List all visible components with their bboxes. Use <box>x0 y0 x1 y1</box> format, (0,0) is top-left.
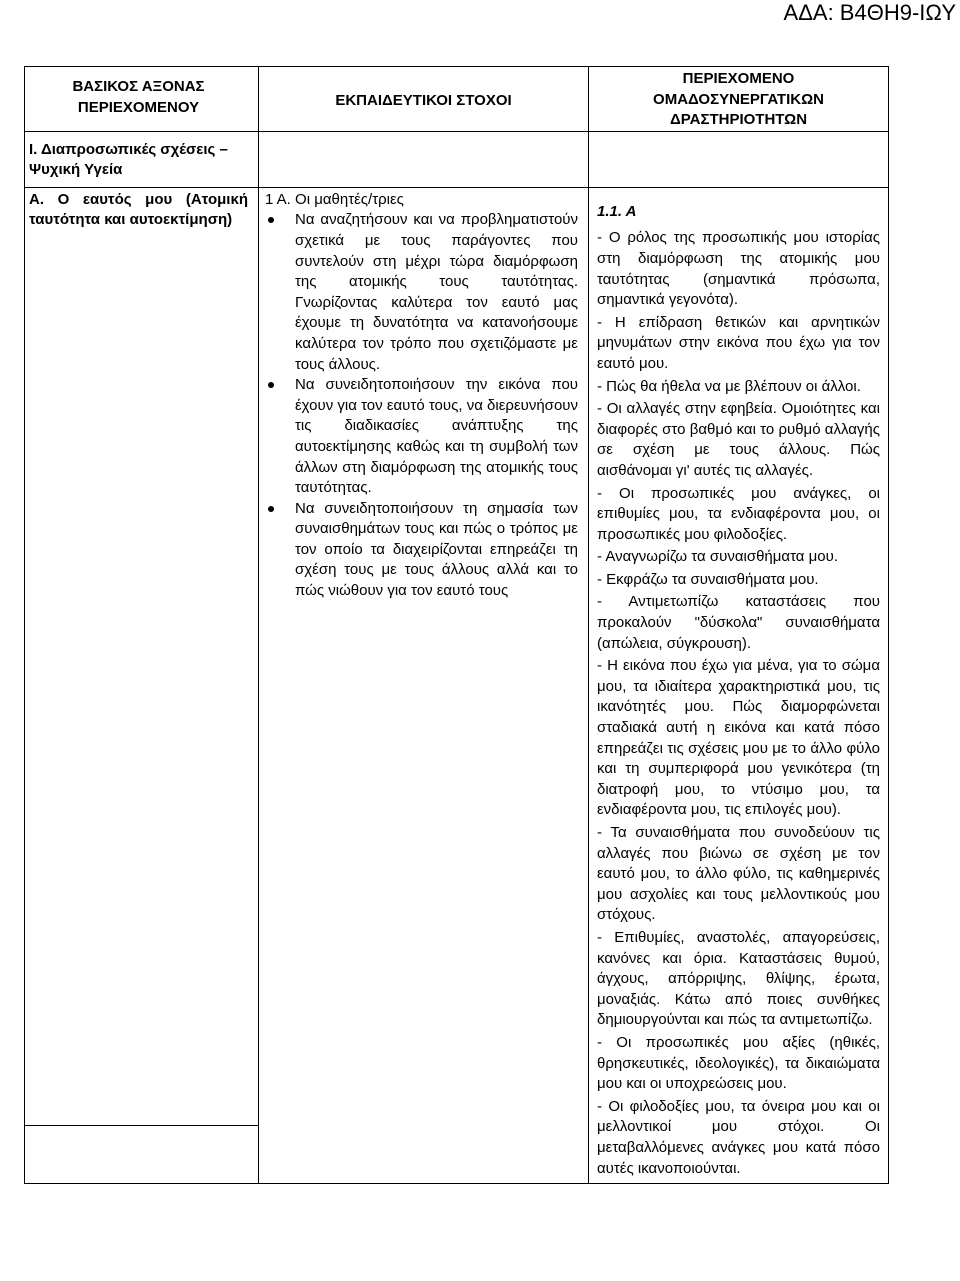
bullet-icon <box>268 217 274 223</box>
section-row <box>25 131 889 187</box>
list-item: Να αναζητήσουν και να προβληματιστούν σχετικά με τους παράγοντες που συντελούν στη μέχρι τώρα διαμόρφωση της ατομικής τους ταυτότητας. Γνωρίζοντας καλύτερα τον εαυτό μας έχουμε τη δυνατότητα να κατανοήσουμε καλύτερα τον τρόπο που σχετιζόμαστε με τους άλλους. <box>265 210 578 375</box>
content-cell <box>589 187 889 1183</box>
list-item: Να συνειδητοποιήσουν τη σημασία των συναισθημάτων τους και πώς ο τρόπος με τον οποίο τα διαχειρίζονται επηρεάζει τη σχέση τους με τους άλλους αλλά και το πώς νιώθουν για τον εαυτό τους <box>265 499 578 602</box>
header-row <box>25 67 889 132</box>
subsection-title: Α. Ο εαυτός μου (Ατομική ταυτότητα και αυτοεκτίμηση) <box>25 187 259 1125</box>
subsection-row <box>25 187 889 1125</box>
curriculum-table <box>24 66 889 1184</box>
content-list <box>597 228 880 1179</box>
list-item: - Επιθυμίες, αναστολές, απαγορεύσεις, κανόνες και όρια. Καταστάσεις θυμού, άγχους, απόρριψης, θλίψης, έρωτα, μοναξιάς. Κάτω από ποιες συνθήκες δημιουργούνται και πώς τα αντιμετωπίζω. <box>597 928 880 1029</box>
list-item: - Οι προσωπικές μου αξίες (ηθικές, θρησκευτικές, ιδεολογικές), τα δικαιώματα μου και οι υποχρεώσεις μου. <box>597 1033 880 1093</box>
objectives-heading: 1 Α. Οι μαθητές/τριες <box>265 190 404 208</box>
list-item: - Τα συναισθήματα που συνοδεύουν τις αλλαγές που βιώνω σε σχέση με τον εαυτό μου, το άλλο φύλο, τις καθημερινές μου ασχολίες και τους μελλοντικούς μου στόχους. <box>597 824 880 924</box>
list-item: - Πώς θα ήθελα να με βλέπουν οι άλλοι. <box>597 377 861 395</box>
objectives-cell <box>259 187 589 1183</box>
content-code: 1.1. Α <box>597 202 637 220</box>
empty-cell <box>25 1125 259 1183</box>
list-item: - Οι αλλαγές στην εφηβεία. Ομοιότητες και διαφορές στο βαθμό και το ρυθμό αλλαγής σε σχέση με τους άλλους. Πώς αισθάνομαι γι' αυτές τις αλλαγές. <box>597 400 880 479</box>
list-item: - Αναγνωρίζω τα συναισθήματα μου. <box>597 548 838 566</box>
header-activities-content: ΠΕΡΙΕΧΟΜΕΝΟ ΟΜΑΔΟΣΥΝΕΡΓΑΤΙΚΩΝ ΔΡΑΣΤΗΡΙΟΤΗΤΩΝ <box>589 67 889 132</box>
list-item: - Αντιμετωπίζω καταστάσεις που προκαλούν "δύσκολα" συναισθήματα (απώλεια, σύγκρουση). <box>597 593 880 652</box>
list-item: Να συνειδητοποιήσουν την εικόνα που έχουν για τον εαυτό τους, να διερευνήσουν τις διαδικασίες ανάπτυξης της αυτοεκτίμησης καθώς και τη συμβολή των άλλων στη διαμόρφωση της ατομικής τους ταυτότητας. <box>265 375 578 499</box>
list-item: - Η επίδραση θετικών και αρνητικών μηνυμάτων στην εικόνα που έχω για τον εαυτό μου. <box>597 313 880 372</box>
list-item: - Εκφράζω τα συναισθήματα μου. <box>597 570 819 588</box>
section-title: Ι. Διαπροσωπικές σχέσεις – Ψυχική Υγεία <box>25 131 259 187</box>
bullet-icon <box>268 506 274 512</box>
objectives-list <box>265 210 578 601</box>
empty-cell <box>589 131 889 187</box>
header-objectives: ΕΚΠΑΙΔΕΥΤΙΚΟΙ ΣΤΟΧΟΙ <box>259 67 589 132</box>
list-item: - Ο ρόλος της προσωπικής μου ιστορίας στη διαμόρφωση της ατομικής μου ταυτότητας (σημαντικά πρόσωπα, σημαντικά γεγονότα). <box>597 229 880 309</box>
list-item: - Οι προσωπικές μου ανάγκες, οι επιθυμίες μου, τα ενδιαφέροντα μου, οι προσωπικές μου φιλοδοξίες. <box>597 484 880 543</box>
list-item: - Η εικόνα που έχω για μένα, για το σώμα μου, τα ιδιαίτερα χαρακτηριστικά μου, τις ικανότητές μου. Πώς διαμορφώνεται σταδιακά αυτή η εικόνα και κατά πόσο επηρεάζει τις σχέσεις μου με το άλλο φύλο και τη συμπεριφορά μου γενικότερα (τη διατροφή μου, το ντύσιμο μου, τα ενδιαφέροντα μου, τις επιλογές μου). <box>597 657 880 819</box>
bullet-icon <box>268 382 274 388</box>
ada-code: ΑΔΑ: Β4ΘΗ9-ΙΩΥ <box>783 0 956 25</box>
empty-cell <box>259 131 589 187</box>
list-item: - Οι φιλοδοξίες μου, τα όνειρα μου και οι μελλοντικοί μου στόχοι. Οι μεταβαλλόμενες ανάγκες μου κατά πόσο αυτές ικανοποιούνται. <box>597 1097 880 1177</box>
header-basic-axis: ΒΑΣΙΚΟΣ ΑΞΟΝΑΣ ΠΕΡΙΕΧΟΜΕΝΟΥ <box>25 67 259 132</box>
